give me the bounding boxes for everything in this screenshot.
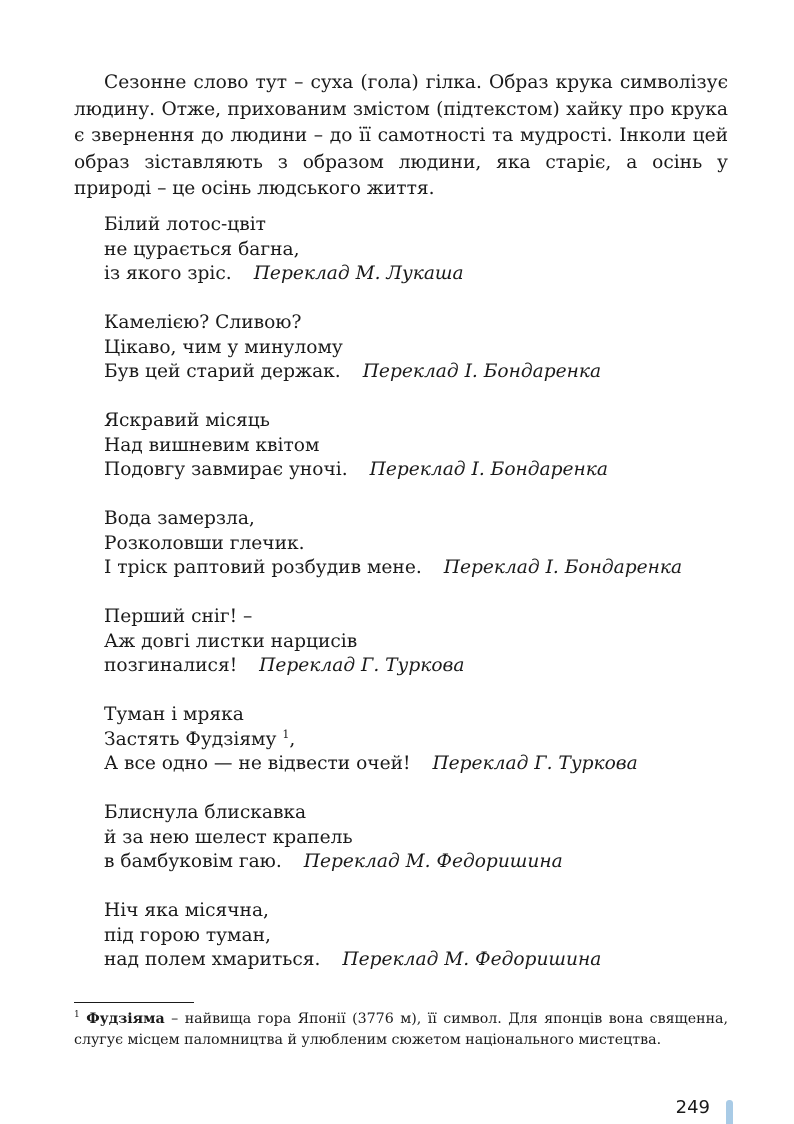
translation-credit: Переклад М. Федоришина <box>303 851 563 873</box>
intro-paragraph: Сезонне слово тут – суха (гола) гілка. Образ крука символізує людину. Отже, прихованим змістом (підтекстом) хайку про крука є звернення до людини – до її самотності та мудрості. Інколи цей образ зіставляють з образом людини, яка старіє, а осінь у природі – це осінь людського життя. <box>74 72 728 199</box>
page-number: 249 <box>675 1097 710 1118</box>
haiku-5 <box>104 605 764 679</box>
haiku-line: Камелією? Сливою? <box>104 312 302 333</box>
haiku-line: над полем хмариться. <box>104 949 321 971</box>
footnote-number: 1 <box>74 1010 80 1020</box>
haiku-line: Розколовши глечик. <box>104 532 305 554</box>
haiku-2 <box>104 311 764 385</box>
haiku-line: із якого зріс. <box>104 263 232 285</box>
haiku-line: Ніч яка місячна, <box>104 900 269 921</box>
punctuation: , <box>289 728 296 750</box>
haiku-line: Блиснула блискавка <box>104 802 307 823</box>
haiku-line: й за нею шелест крапель <box>104 826 353 848</box>
page-edge-marker <box>726 1100 733 1124</box>
haiku-line: під горою туман, <box>104 924 271 946</box>
haiku-8 <box>104 899 764 973</box>
haiku-line: А все одно — не відвести очей! <box>104 753 411 775</box>
haiku-line: Аж довгі листки нарцисів <box>104 630 358 652</box>
haiku-line: Яскравий місяць <box>104 410 270 431</box>
translation-credit: Переклад Г. Туркова <box>432 753 638 775</box>
haiku-line: Білий лотос-цвіт <box>104 214 266 235</box>
haiku-3 <box>104 409 764 483</box>
haiku-line: Був цей старий держак. <box>104 361 341 383</box>
haiku-line: позгиналися! <box>104 655 238 677</box>
translation-credit: Переклад М. Федоришина <box>342 949 602 971</box>
haiku-line: в бамбуковім гаю. <box>104 851 282 873</box>
translation-credit: Переклад Г. Туркова <box>259 655 465 677</box>
footnote-divider <box>74 1002 194 1003</box>
haiku-1 <box>104 213 764 287</box>
haiku-line: Цікаво, чим у минулому <box>104 336 343 358</box>
footnote <box>74 1009 728 1051</box>
haiku-line: Над вишневим квітом <box>104 434 320 456</box>
haiku-line: Застять Фудзіяму <box>104 728 277 750</box>
haiku-line: Перший сніг! – <box>104 606 253 627</box>
haiku-7 <box>104 801 764 875</box>
haiku-line: І тріск раптовий розбудив мене. <box>104 557 422 579</box>
translation-credit: Переклад І. Бондаренка <box>369 459 608 481</box>
translation-credit: Переклад М. Лукаша <box>253 263 464 285</box>
haiku-line: не цурається багна, <box>104 238 300 260</box>
footnote-term: Фудзіяма <box>86 1011 165 1027</box>
footnote-text: – найвища гора Японії (3776 м), її символ. Для японців вона священна, слугує місцем паломництва й улюбленим сюжетом національного мистецтва. <box>74 1011 728 1048</box>
footnote-mark: 1 <box>282 727 290 741</box>
translation-credit: Переклад І. Бондаренка <box>443 557 683 579</box>
haiku-line: Подовгу завмирає уночі. <box>104 459 348 481</box>
haiku-6 <box>104 703 764 777</box>
haiku-line: Туман і мряка <box>104 704 244 725</box>
translation-credit: Переклад І. Бондаренка <box>362 361 602 383</box>
haiku-line: Вода замерзла, <box>104 508 255 529</box>
haiku-4 <box>104 507 764 581</box>
